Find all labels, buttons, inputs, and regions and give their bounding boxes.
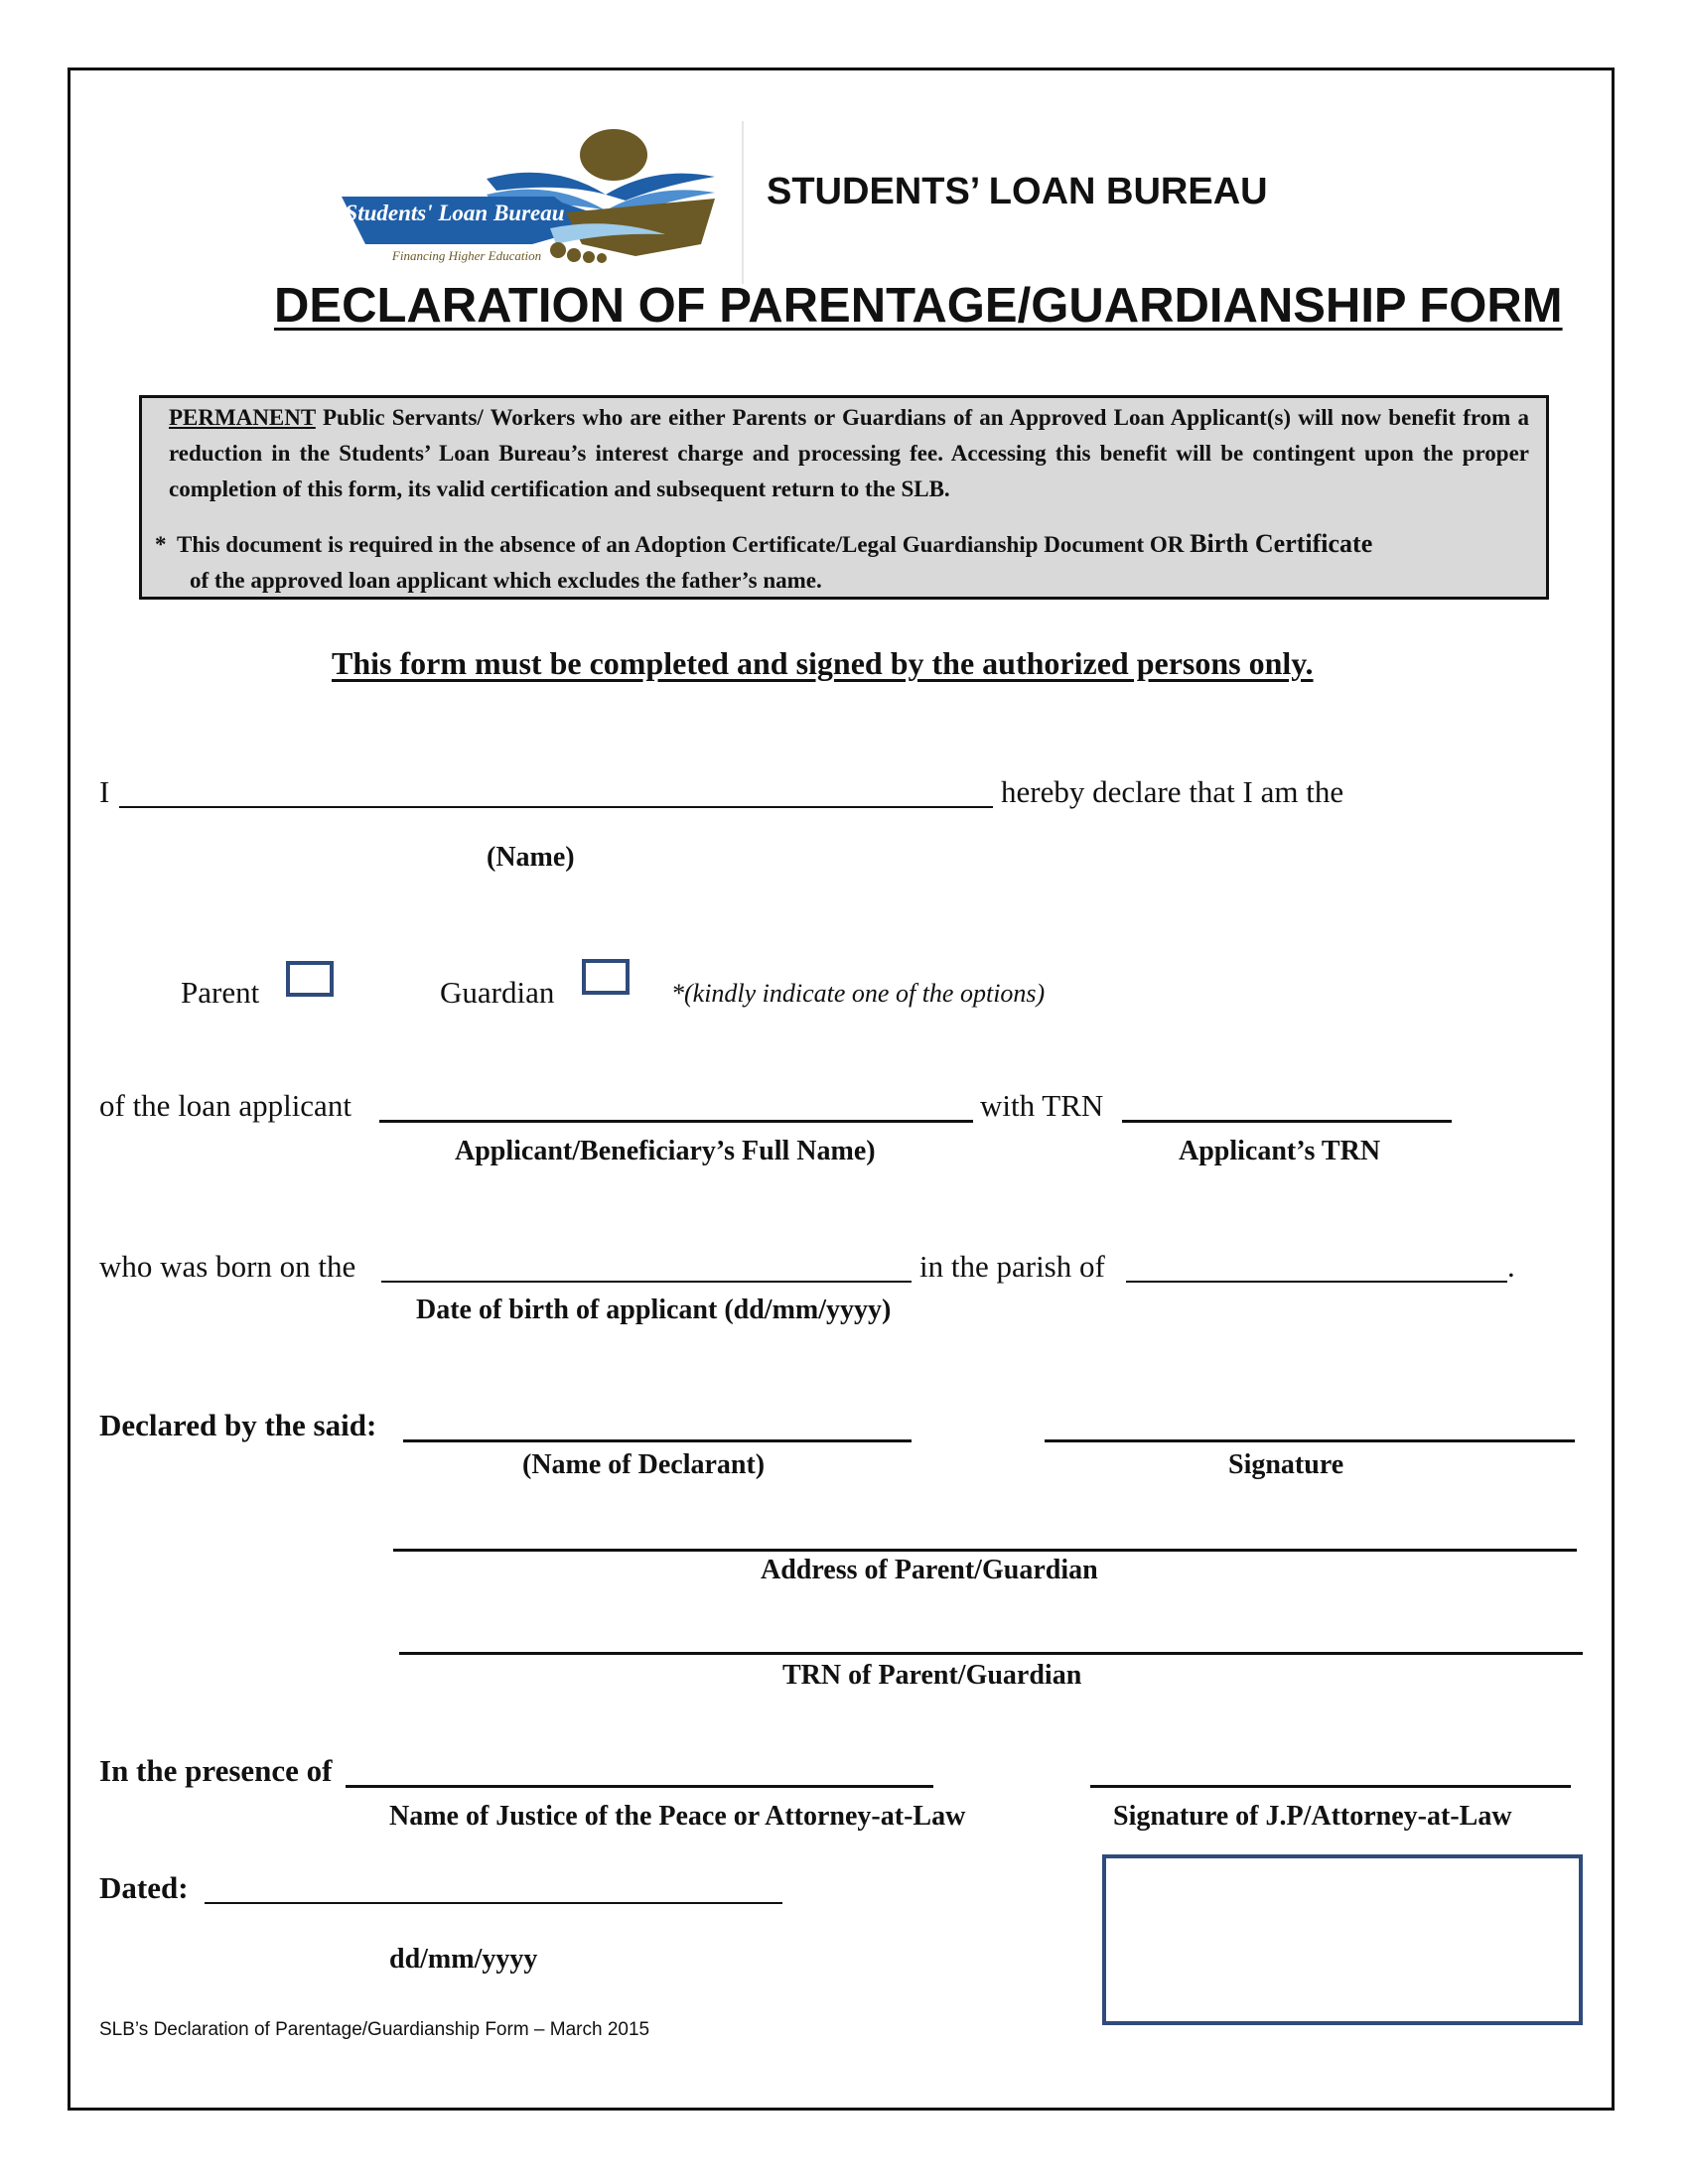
parent-checkbox[interactable]: [286, 961, 334, 997]
organization-name: STUDENTS’ LOAN BUREAU: [767, 171, 1268, 212]
parent-address-field[interactable]: [393, 1549, 1577, 1552]
witness-signature-caption: Signature of J.P/Attorney-at-Law: [1113, 1801, 1512, 1832]
applicant-name-field[interactable]: [379, 1120, 973, 1123]
presence-label: In the presence of: [99, 1753, 333, 1788]
declaration-suffix: hereby declare that I am the: [1001, 774, 1344, 809]
requirement-text-1: This document is required in the absence of an Adoption Certificate/Legal Guardianship Document OR: [177, 532, 1191, 557]
logo-tagline: Financing Higher Education: [391, 248, 542, 263]
parish-field[interactable]: [1126, 1281, 1507, 1283]
guardian-checkbox[interactable]: [582, 959, 630, 995]
page-title: DECLARATION OF PARENTAGE/GUARDIANSHIP FORM: [274, 279, 1563, 333]
address-caption: Address of Parent/Guardian: [761, 1555, 1098, 1585]
notice-requirement: [155, 525, 1372, 600]
witness-name-field[interactable]: [346, 1785, 933, 1788]
declaration-prefix: I: [99, 774, 110, 809]
notice-paragraph: [169, 400, 1529, 507]
declared-by-label: Declared by the said:: [99, 1408, 377, 1442]
applicant-name-caption: Applicant/Beneficiary’s Full Name): [455, 1136, 876, 1166]
slb-logo: [338, 121, 747, 284]
official-stamp-box[interactable]: [1102, 1854, 1583, 2025]
signature-caption: Signature: [1228, 1449, 1344, 1480]
witness-name-caption: Name of Justice of the Peace or Attorney-at-Law: [389, 1801, 966, 1832]
logo-text: Students' Loan Bureau: [345, 201, 565, 225]
parent-trn-caption: TRN of Parent/Guardian: [782, 1660, 1082, 1691]
instruction-heading: This form must be completed and signed by the authorized persons only.: [332, 645, 1314, 681]
notice-text: Public Servants/ Workers who are either Parents or Guardians of an Approved Loan Applicant(s) will now benefit from a reduction in the Students’ Loan Bureau’s interest charge and processing fee. Accessing this benefit will be contingent upon the proper completion of this form, its valid certification and subsequent return to the SLB.: [169, 405, 1529, 501]
declarant-name-line[interactable]: [403, 1439, 912, 1442]
dated-label: Dated:: [99, 1870, 189, 1905]
parish-period: .: [1507, 1249, 1515, 1284]
declarant-name-field[interactable]: [119, 806, 993, 808]
options-hint: *(kindly indicate one of the options): [671, 979, 1046, 1008]
declarant-signature-field[interactable]: [1045, 1439, 1575, 1442]
notice-keyword: PERMANENT: [169, 405, 316, 430]
name-caption: (Name): [487, 842, 575, 873]
trn-prefix: with TRN: [980, 1088, 1104, 1123]
date-of-birth-field[interactable]: [381, 1281, 912, 1283]
date-field[interactable]: [205, 1902, 782, 1904]
birth-prefix: who was born on the: [99, 1249, 356, 1284]
applicant-trn-field[interactable]: [1122, 1120, 1452, 1123]
notice-box: [139, 395, 1549, 600]
declarant-name-caption: (Name of Declarant): [522, 1449, 766, 1480]
parent-label: Parent: [181, 975, 260, 1010]
parish-prefix: in the parish of: [919, 1249, 1105, 1284]
footer-text: SLB’s Declaration of Parentage/Guardianship Form – March 2015: [99, 2019, 650, 2040]
asterisk-marker: *: [155, 532, 167, 557]
date-format-caption: dd/mm/yyyy: [389, 1944, 538, 1975]
requirement-emphasis: Birth Certificate: [1190, 529, 1373, 558]
parent-trn-field[interactable]: [399, 1652, 1583, 1655]
guardian-label: Guardian: [440, 975, 555, 1010]
applicant-prefix: of the loan applicant: [99, 1088, 352, 1123]
requirement-text-2: of the approved loan applicant which excludes the father’s name.: [190, 568, 822, 593]
witness-signature-field[interactable]: [1090, 1785, 1571, 1788]
applicant-trn-caption: Applicant’s TRN: [1179, 1136, 1381, 1166]
dob-caption: Date of birth of applicant (dd/mm/yyyy): [416, 1295, 892, 1325]
